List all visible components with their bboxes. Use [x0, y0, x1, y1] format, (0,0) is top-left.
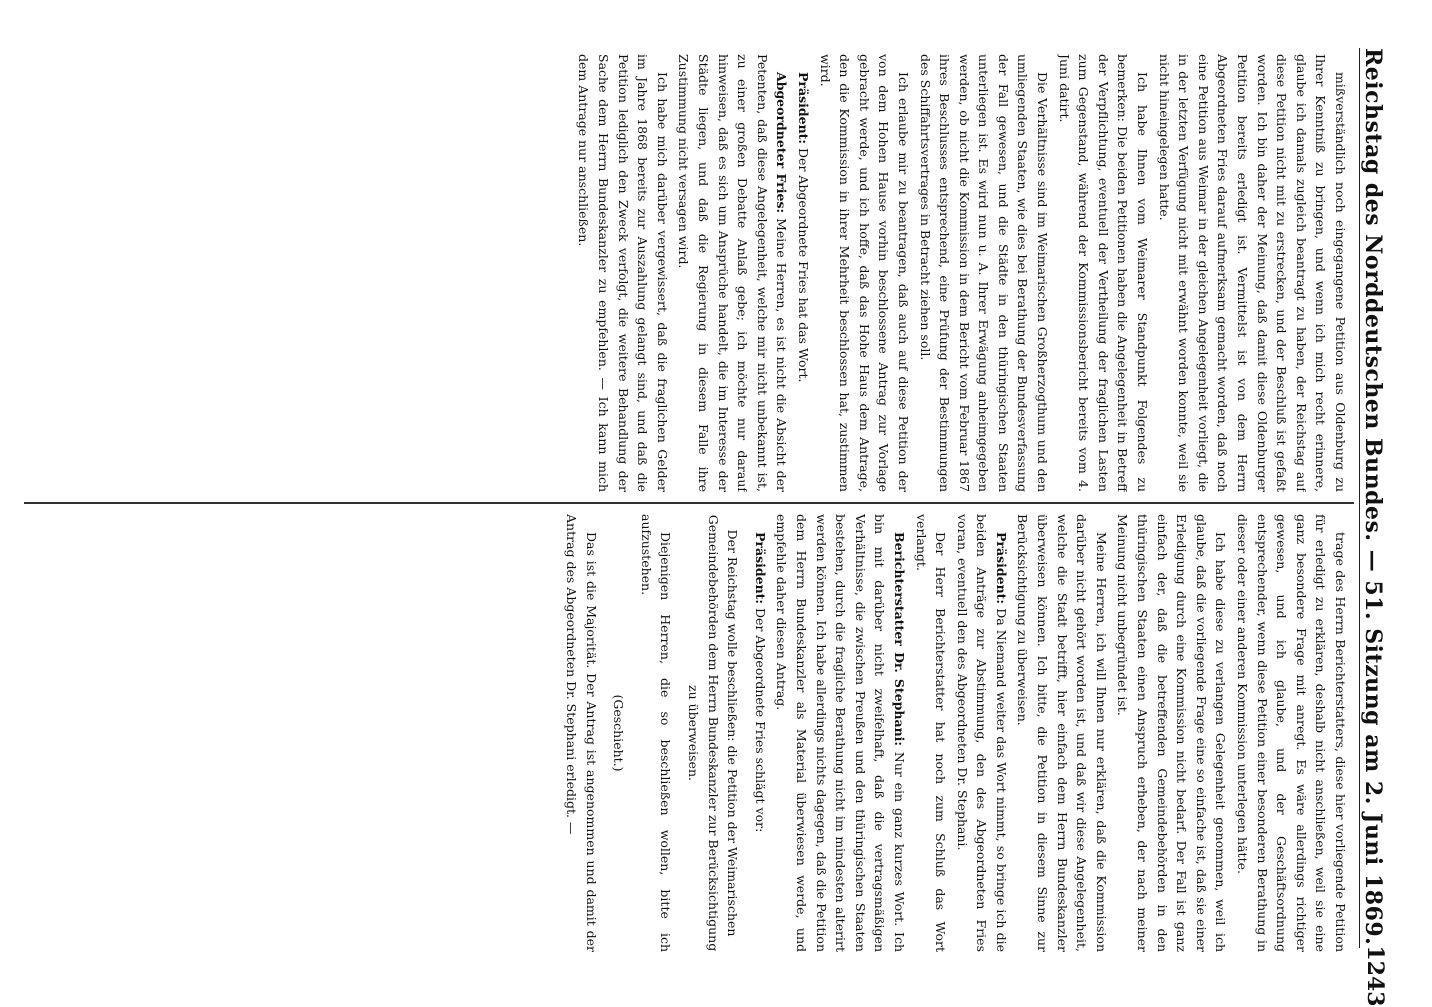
paragraph — [674, 54, 792, 492]
paragraph — [1232, 514, 1350, 952]
paragraph-text: Ich habe Ihnen vom Weimarer Standpunkt Folgendes zu bemerken: Die beiden Petitionen haben die Angelegenheit in Betreff der Verpflichtung, eventuell der Vertheilung der fraglichen Lasten zum Gegenstand, während der Kommissionsbericht bereits vom 4. Juni datirt. — [1056, 54, 1151, 492]
paragraph-text: Ich erlaube mir zu beantragen, daß auch auf diese Petition der von dem Hohen Hause vorhin beschlossene Antrag zur Vorlage gebracht werde, und ich hoffe, daß das Hohe Haus dem Antrage, den die Kommission in ihrer Mehrheit beschlossen hat, zustimmen wird. — [817, 54, 911, 492]
column-divider — [24, 502, 1354, 504]
paragraph-text: Ich habe diese zu verlangen Gelegenheit genommen, weil ich glaube, daß die vorliegende Frage eine so einfache ist, daß sie einer Erledigung durch eine Kommission nicht bedarf. Der Fall ist ganz einfach der, daß die betreffenden Gemeindebehörden in den thüringischen Staaten einen Anspruch erheben, der nach meiner Meinung nicht unbegründet ist. — [1115, 514, 1229, 952]
speaker-name: Abgeordneter Fries: — [774, 72, 790, 214]
paragraph-text: trage des Herrn Berichterstatters, diese hier vorliegende Petition für erledigt zu erklären, deshalb nicht anschließen, weil sie eine ganz besondere Frage mit anregt. Es wäre allerdings richtiger gewesen, und ich glaube, und der Geschäftsordnung entsprechender, wenn diese Petition einer besonderen Berathung in dieser oder einer anderen Kommission unterlegen hätte. — [1235, 514, 1348, 952]
paragraph — [1054, 54, 1152, 492]
paragraph — [609, 514, 629, 952]
page-number: 1243 — [1362, 945, 1388, 1007]
speaker-name: Präsident: — [752, 532, 768, 605]
paragraph — [772, 514, 909, 952]
paragraph — [815, 54, 913, 492]
paragraph-text: Der Herr Berichterstatter hat noch zum Schluß das Wort verlangt. — [913, 514, 949, 952]
paragraph-text: Da Niemand weiter das Wort nimmt, so bringe ich die beiden Anträge zur Abstimmung, den des Abgeordneten Fries voran, eventuell den des Abgeordneten Dr. Stephani. — [954, 514, 1009, 952]
speaker-name: Berichterstatter Dr. Stephani: — [891, 532, 907, 747]
right-column — [28, 514, 1350, 952]
paragraph — [1154, 54, 1350, 492]
paragraph-text: Der Abgeordnete Fries schlägt vor: — [752, 608, 768, 833]
paragraph-text: Ich habe mich darüber vergewissert, daß die fraglichen Gelder im Jahre 1868 bereits zur Auszahlung gelangt sind, und daß die Petition lediglich den Zweck verfolgt, die weitere Behandlung der Sache dem Herrn Bundeskanzler zu empfehlen. — Ich kann mich dem Antrage nur anschließen. — [576, 54, 670, 492]
paragraph — [574, 54, 672, 492]
paragraph-text: Meine Herren, es ist nicht die Absicht der Petenten, daß diese Angelegenheit, welche mir nicht unbekannt ist, zu einer großen Debatte Anlaß gebe; ich möchte nur darauf hinweisen, daß es sich um Ansprüche handelt, die im Interesse der Städte liegen, und daß die Regierung in diesem Falle ihre Zustimmung nicht versagen wird. — [676, 54, 790, 492]
speaker-name: Präsident: — [993, 532, 1009, 605]
paragraph-text: Meine Herren, ich will Ihnen nur erklären, daß die Kommission darüber nicht gehört worden ist, und daß wir diese Angelegenheit, welche die Stadt betrifft, hier einfach dem Herrn Bundeskanzler überweisen können. Ich bitte, die Petition in diesem Sinne zur Berücksichtigung zu überweisen. — [1015, 514, 1109, 952]
paragraph-text: Der Abgeordnete Fries hat das Wort. — [795, 148, 811, 383]
running-title: Reichstag des Norddeutschen Bundes. — 51. Sitzung am 2. Juni 1869. — [1360, 48, 1386, 946]
paragraph — [1013, 514, 1111, 952]
paragraph-text: Diejenigen Herren, die so beschließen wollen, bitte ich aufzustehen. — [638, 514, 674, 952]
paragraph-text: Die Verhältnisse sind im Weimarischen Großherzogthum und den umliegenden Staaten, wie dies bei Berathung der Bundesverfassung der Fall gewesen, und die Städte in den thüringischen Staaten unterliegen ist. Es wird nun u. A. Ihrer Erwägung anheimgegeben werden, ob nicht die Kommission in dem Bericht vom Februar 1867 ihres Beschlusses entsprechend, eine Prüfung der Bestimmungen des Schiffahrtsvertrages in Betracht ziehen soll. — [917, 54, 1051, 492]
paragraph-text: (Geschieht.) — [611, 694, 627, 772]
paragraph — [952, 514, 1011, 952]
paragraph-text: Das ist die Majorität. Der Antrag ist angenommen und damit der Antrag des Abgeordneten Dr. Stephani erledigt. — — [564, 514, 599, 952]
paragraph — [561, 514, 600, 952]
paragraph — [1113, 514, 1231, 952]
paragraph-text: Nur ein ganz kurzes Wort. Ich bin mit darüber nicht zweifelhaft, daß die vertragsmäßigen Verhältnisse, die zwischen Preußen und den thüringischen Staaten bestehen, durch die fragliche Berathung nicht im mindesten alterirt werden können. Ich habe allerdings nichts dagegen, daß die Petition dem Herrn Bundeskanzler als Material überwiesen werde, und empfehle daher diesen Antrag. — [774, 514, 907, 952]
paragraph — [750, 514, 770, 952]
paragraph — [915, 54, 1052, 492]
paragraph-text: mißverständlich noch eingegangene Petition aus Oldenburg zu Ihrer Kenntniß zu bringen, und wenn ich mich recht erinnere, glaube ich damals zugleich beantragt zu haben, der Reichstag auf diese Petition nicht mit zu erstrecken, und der Beschluß ist gefaßt worden. Ich bin daher der Meinung, daß damit diese Oldenburger Petition bereits erledigt ist. Vermittelst ist von dem Herrn Abgeordneten Fries darauf aufmerksam gemacht worden, daß noch eine Petition aus Weimar in der gleichen Angelegenheit vorliegt, die in der letzten Verfügung nicht mit erwähnt worden konnte, weil sie nicht hineingelegen hatte. — [1156, 54, 1348, 492]
paragraph — [911, 514, 950, 952]
paragraph — [793, 54, 813, 492]
page-header — [1359, 48, 1404, 1007]
paragraph — [683, 514, 742, 952]
speaker-name: Präsident: — [795, 72, 811, 145]
paragraph — [636, 514, 675, 952]
left-column — [28, 54, 1350, 492]
paragraph-text: Der Reichstag wolle beschließen: die Petition der Weimarischen Gemeindebehörden dem Herrn Bundeskanzler zur Berücksichtigung zu überweisen. — [686, 514, 741, 952]
